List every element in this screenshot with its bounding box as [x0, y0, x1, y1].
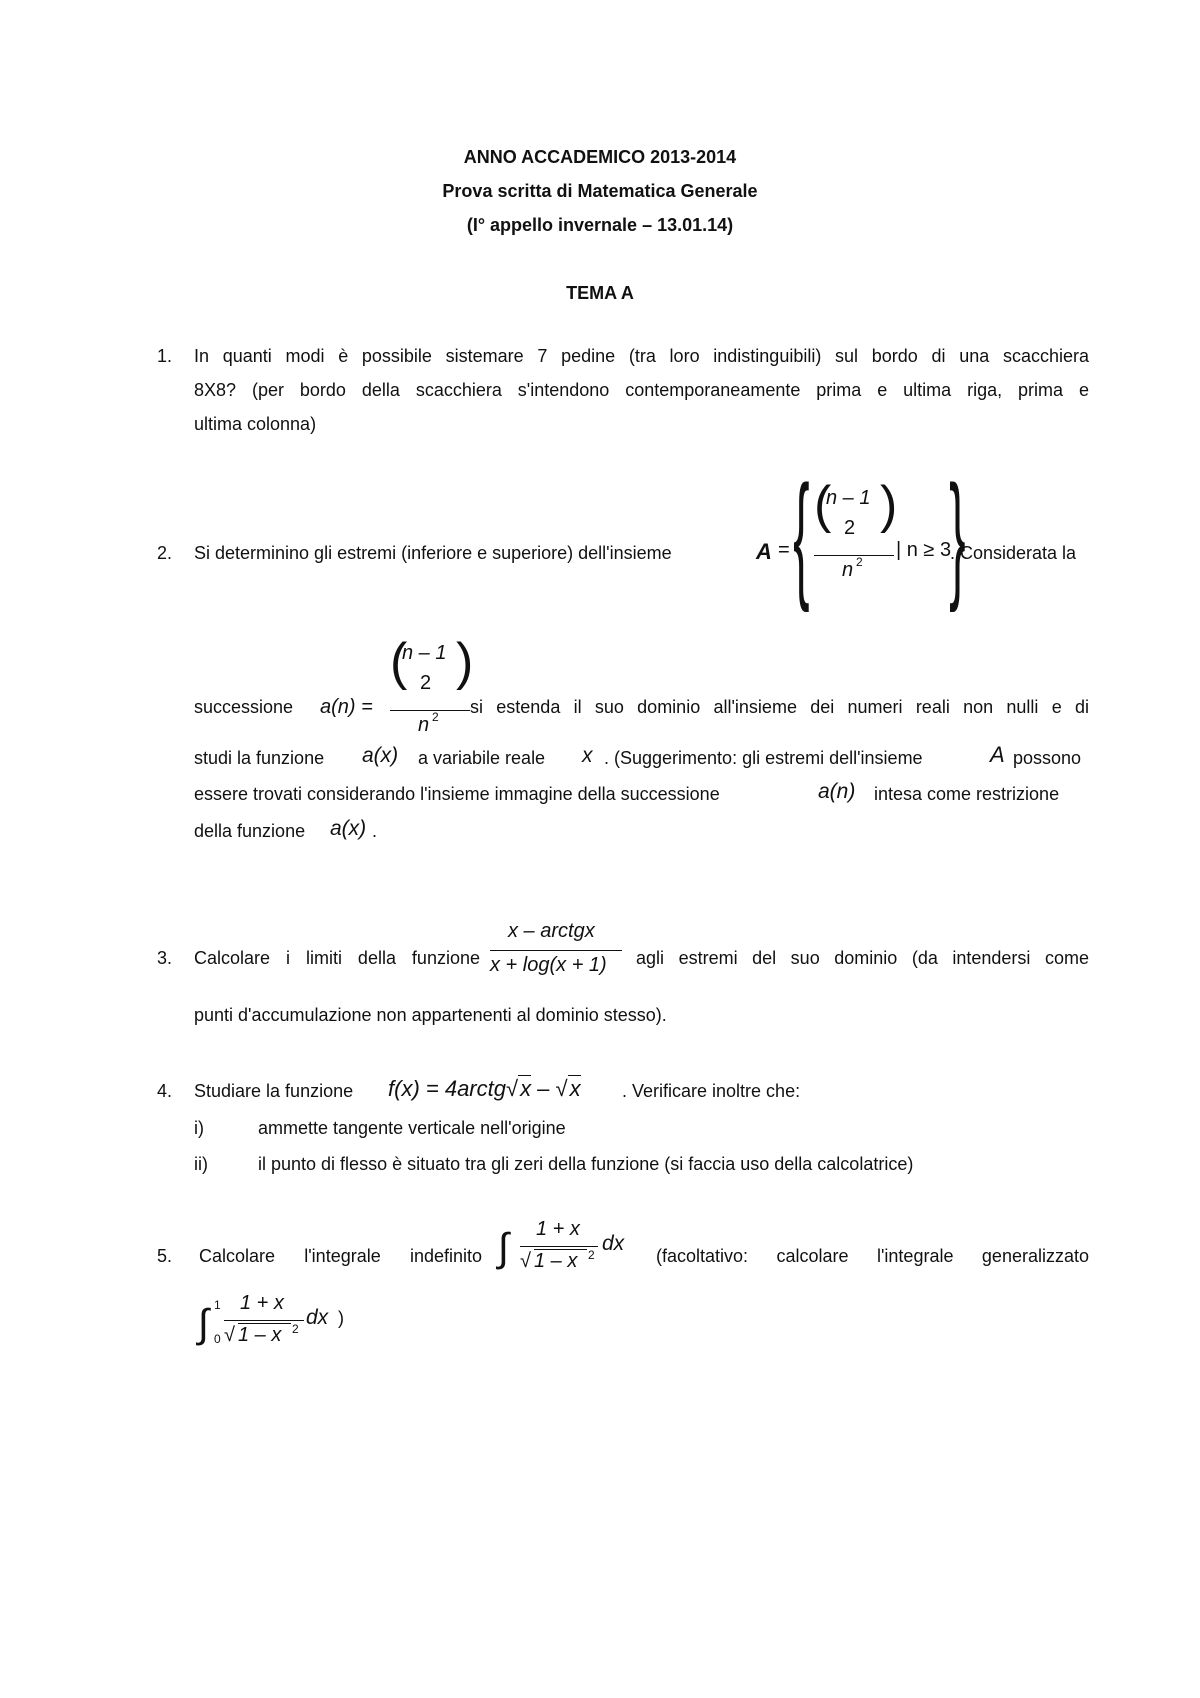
seq-binom-bottom: 2 [420, 672, 432, 694]
ex1-number: 1. [157, 346, 173, 366]
sqrt-arg-1: x [520, 1076, 532, 1101]
integrand-denominator: 1 – x [534, 1249, 587, 1273]
integral-icon-2: ∫ [198, 1302, 209, 1346]
set-A-symbol: A [756, 539, 772, 564]
ex5-number: 5. [157, 1246, 173, 1266]
tema-label: TEMA A [566, 283, 634, 303]
ex3-line2: punti d'accumulazione non appartenenti al dominio stesso). [194, 1005, 667, 1025]
ex2-line1a: Si determinino gli estremi (inferiore e superiore) dell'insieme [194, 543, 672, 563]
x-symbol: x [582, 744, 593, 767]
set-equals: = [778, 539, 790, 561]
integrand-numerator: 1 + x [536, 1218, 580, 1240]
ex2-line5a: della funzione [194, 821, 306, 841]
binom-right-paren: ) [880, 476, 898, 534]
closing-paren: ) [338, 1308, 344, 1328]
upper-limit: 1 [214, 1298, 221, 1312]
ex4-ii-label: ii) [194, 1154, 208, 1174]
fraction-bar [814, 555, 894, 556]
ex2-line3c: . (Suggerimento: gli estremi dell'insieme [604, 748, 923, 768]
sqrt-icon-3: √ [520, 1250, 531, 1272]
ex1-line3: ultima colonna) [194, 414, 317, 434]
limit-denominator: x + log(x + 1) [490, 954, 607, 976]
seq-binom-left-paren: ( [390, 633, 408, 691]
gen-fraction-bar [224, 1320, 304, 1321]
ex5-line1b: (facoltativo: calcolare l'integrale generalizzato [656, 1246, 1089, 1266]
ex3-line1a: Calcolare i limiti della funzione [194, 948, 480, 968]
ex1-line1: In quanti modi è possibile sistemare 7 pedine (tra loro indistinguibili) sul bordo di una scacchiera [194, 346, 1089, 366]
sqrt-icon-4: √ [224, 1324, 235, 1346]
integral-icon: ∫ [498, 1226, 509, 1270]
seq-binom-top: n – 1 [402, 642, 447, 664]
ex4-ii-text: il punto di flesso è situato tra gli zeri della funzione (si faccia uso della calcolatrice) [258, 1154, 914, 1174]
exam-title: Prova scritta di Matematica Generale [442, 181, 758, 201]
integrand-fraction-bar [520, 1246, 598, 1247]
ex3-line1b: agli estremi del suo dominio (da intendersi come [636, 948, 1089, 968]
seq-denominator-exp: 2 [432, 710, 439, 724]
fx-label: f(x) = 4arctg [388, 1076, 506, 1101]
lower-limit: 0 [214, 1332, 221, 1346]
gen-integrand-exp: 2 [292, 1322, 299, 1336]
generalized-dx: dx [306, 1306, 329, 1329]
ex2-number: 2. [157, 543, 173, 563]
A-symbol: A [990, 742, 1005, 767]
limit-fraction-bar [490, 950, 622, 951]
ex2-line3d: possono [1013, 748, 1082, 768]
ex2-line1b: . Considerata la [950, 543, 1077, 563]
right-brace: } [949, 456, 966, 613]
ex1-line2: 8X8? (per bordo della scacchiera s'intendono contemporaneamente prima e ultima riga, prima e [194, 380, 1089, 400]
ax-symbol: a(x) [362, 744, 399, 767]
condition: | n ≥ 3 [896, 539, 952, 561]
gen-integrand-denominator: 1 – x [238, 1323, 291, 1347]
ex2-successione: successione [194, 697, 294, 717]
ex3-number: 3. [157, 948, 173, 968]
denominator-exp: 2 [856, 555, 863, 569]
ex4-number: 4. [157, 1081, 173, 1101]
gen-integrand-numerator: 1 + x [240, 1292, 284, 1314]
limit-function [490, 920, 630, 990]
binom-bottom: 2 [844, 517, 856, 539]
ex2-line4a: essere trovati considerando l'insieme immagine della successione [194, 784, 720, 804]
generalized-integral [198, 1292, 358, 1368]
indefinite-dx: dx [602, 1232, 625, 1255]
sqrt-icon-2: √ [555, 1076, 568, 1101]
ex2-line4b: intesa come restrizione [874, 784, 1060, 804]
fx-formula [388, 1075, 581, 1102]
ex4-i-label: i) [194, 1118, 204, 1138]
ax-symbol-2: a(x) [330, 817, 367, 840]
ex2-line2b: si estenda il suo dominio all'insieme dei numeri reali non nulli e di [470, 697, 1089, 717]
exam-session: (I° appello invernale – 13.01.14) [466, 215, 734, 235]
sqrt-arg-2: x [569, 1076, 581, 1101]
ex2-line3b: a variabile reale [418, 748, 546, 768]
sequence-label: a(n) = [320, 696, 373, 718]
left-brace: { [793, 456, 810, 613]
ex4-i-text: ammette tangente verticale nell'origine [258, 1118, 566, 1138]
binom-left-paren: ( [814, 476, 832, 534]
set-A-formula [756, 456, 966, 625]
fx-minus: – [531, 1076, 556, 1101]
denominator-n: n [842, 559, 854, 581]
integrand-exp: 2 [588, 1248, 595, 1262]
limit-numerator: x – arctgx [508, 920, 595, 942]
ex2-line3a: studi la funzione [194, 748, 325, 768]
ex4-line1b: . Verificare inoltre che: [622, 1081, 801, 1101]
sequence-formula [320, 632, 474, 736]
indefinite-integral [498, 1218, 638, 1292]
sqrt-icon: √ [505, 1076, 519, 1101]
an-symbol: a(n) [818, 780, 856, 803]
academic-year-title: ANNO ACCADEMICO 2013-2014 [463, 147, 737, 167]
ex5-line1a: Calcolare l'integrale indefinito [199, 1246, 482, 1266]
seq-fraction-bar [390, 710, 470, 711]
seq-binom-right-paren: ) [456, 633, 474, 691]
ex4-line1a: Studiare la funzione [194, 1081, 354, 1101]
ex2-line5b: . [372, 821, 378, 841]
binom-top: n – 1 [826, 487, 871, 509]
seq-denominator-n: n [418, 714, 430, 736]
